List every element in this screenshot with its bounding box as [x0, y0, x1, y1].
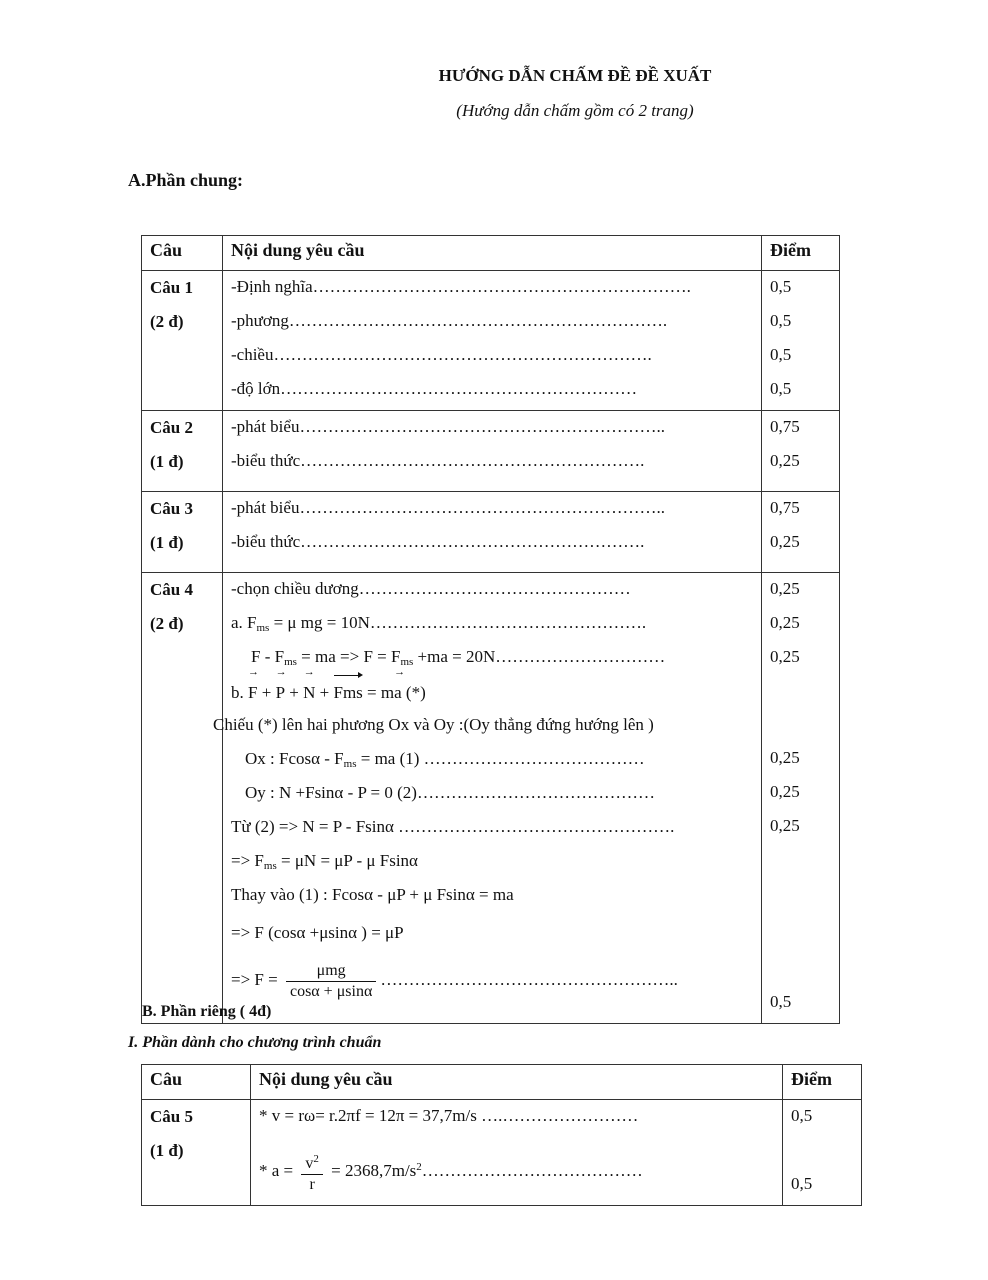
- score-value: 0,25: [770, 647, 800, 666]
- table-header-row: [142, 1065, 862, 1100]
- section-b-heading: B. Phần riêng ( 4đ): [142, 1003, 272, 1020]
- score-value: 0,25: [770, 748, 800, 767]
- content-cell: [251, 1100, 783, 1206]
- content-line: a. $F_{ms} = \mu$ mg = 10N………………………………………….: [231, 613, 647, 634]
- content-cell: [223, 411, 762, 492]
- content-line: Oy : N +Fsinα - P = 0 (2)……………………………………: [245, 783, 655, 802]
- section-b-subheading: I. Phần dành cho chương trình chuẩn: [128, 1034, 382, 1051]
- content-line: -phát biểu………………………………………………………..: [231, 417, 665, 436]
- content-line: -Định nghĩa………………………………………………………….: [231, 277, 691, 296]
- content-line: => $F_{ms} = \mu N = \mu P - \mu$ Fsinα: [231, 851, 418, 872]
- fraction: $\frac{\text{μmg}}{\cos\alpha + \mu\sin\alpha}$: [286, 961, 376, 1002]
- score-value: 0,25: [770, 579, 800, 598]
- section-b-table: [141, 1064, 862, 1206]
- question-points: (2 đ): [150, 614, 184, 633]
- content-line: Thay vào (1) : Fcosα - μP + μ Fsinα = ma: [231, 885, 514, 904]
- content-line: => F (cosα +μsinα ) = μP: [231, 923, 404, 942]
- score-cell: [783, 1100, 862, 1206]
- content-cell: [213, 573, 762, 1024]
- question-points: (1 đ): [150, 1141, 184, 1160]
- score-value: 0,25: [770, 613, 800, 632]
- question-label: Câu 3: [150, 499, 193, 518]
- content-line: -biểu thức…………………………………………………….: [231, 532, 645, 551]
- question-cell: [142, 411, 223, 492]
- question-label: Câu 2: [150, 418, 193, 437]
- question-points: (2 đ): [150, 312, 184, 331]
- question-cell: [142, 271, 223, 411]
- vector-equation: b. → F + → P + → N + Fms = m→ a (*): [223, 678, 761, 712]
- col-header-score: Điểm: [762, 236, 840, 271]
- score-cell: [762, 271, 840, 411]
- score-value: 0,75: [770, 498, 800, 517]
- table-row: [142, 573, 840, 1024]
- question-points: (1 đ): [150, 452, 184, 471]
- question-cell: [142, 1100, 251, 1206]
- content-line: -phương………………………………………………………….: [231, 311, 668, 330]
- fraction-line: => F = $\frac{\text{μmg}}{\cos\alpha + \mu\sin\alpha}$ ……………………………………………..: [231, 961, 678, 1000]
- score-value: 0,5: [791, 1174, 813, 1193]
- table-row: [142, 1100, 862, 1206]
- content-line: Chiếu (*) lên hai phương Ox và Oy :(Oy thẳng đứng hướng lên ): [213, 715, 654, 734]
- fraction-line: * a = $\frac{v^2}{r}$ = $2368,7m/s^2\dots\dots\dots\dots\dots\dots\dots\dots\dots\dots\dots\dots\dots$: [251, 1137, 782, 1197]
- content-line: Từ (2) => N = P - Fsinα ………………………………………….: [231, 817, 675, 836]
- content-line: * v = rω= r.2πf = 12π = 37,7m/s ….……………………: [259, 1106, 639, 1125]
- content-line: F - $F_{ms}$ = ma => $F = F_{ms} +ma$ = 20N…………………………: [251, 647, 666, 668]
- document-subtitle: (Hướng dẫn chấm gồm có 2 trang): [456, 101, 694, 120]
- score-value: 0,5: [770, 311, 792, 330]
- score-cell: [762, 411, 840, 492]
- section-a-heading: A.Phần chung:: [128, 170, 244, 190]
- score-value: 0,25: [770, 451, 800, 470]
- question-cell: [142, 492, 223, 573]
- score-value: 0,25: [770, 532, 800, 551]
- score-value: 0,5: [791, 1106, 813, 1125]
- table-row: [142, 492, 840, 573]
- question-label: Câu 5: [150, 1107, 193, 1126]
- question-label: Câu 1: [150, 278, 193, 297]
- col-header-content: Nội dung yêu cầu: [251, 1065, 783, 1100]
- score-value: 0,5: [770, 277, 792, 296]
- score-value: 0,5: [770, 379, 792, 398]
- content-line: -phát biểu………………………………………………………..: [231, 498, 665, 517]
- content-line: -chọn chiều dương…………………………………………: [231, 579, 631, 598]
- content-line: -độ lớn………………………………………………………: [231, 379, 638, 398]
- section-a-table: [141, 235, 840, 1024]
- score-value: 0,75: [770, 417, 800, 436]
- table-header-row: [142, 236, 840, 271]
- content-cell: [223, 271, 762, 411]
- fraction: $\frac{v^2}{r}$: [301, 1149, 323, 1195]
- score-value: 0,5: [770, 992, 792, 1011]
- col-header-content: Nội dung yêu cầu: [223, 236, 762, 271]
- col-header-score: Điểm: [783, 1065, 862, 1100]
- content-line: Ox : Fcosα - $F_{ms}$ = ma (1) …………………………………: [245, 749, 645, 770]
- score-value: 0,25: [770, 782, 800, 801]
- question-label: Câu 4: [150, 580, 193, 599]
- document-title: HƯỚNG DẪN CHẤM ĐỀ ĐỀ XUẤT: [438, 66, 712, 85]
- score-cell: [762, 492, 840, 573]
- question-points: (1 đ): [150, 533, 184, 552]
- score-value: 0,25: [770, 816, 800, 835]
- col-header-cau: Câu: [142, 236, 223, 271]
- content-line: -biểu thức…………………………………………………….: [231, 451, 645, 470]
- table-row: [142, 271, 840, 411]
- score-cell: [762, 573, 840, 1024]
- table-row: [142, 411, 840, 492]
- col-header-cau: Câu: [142, 1065, 251, 1100]
- score-value: 0,5: [770, 345, 792, 364]
- question-cell: [142, 573, 223, 1024]
- content-line: -chiều………………………………………………………….: [231, 345, 652, 364]
- content-cell: [223, 492, 762, 573]
